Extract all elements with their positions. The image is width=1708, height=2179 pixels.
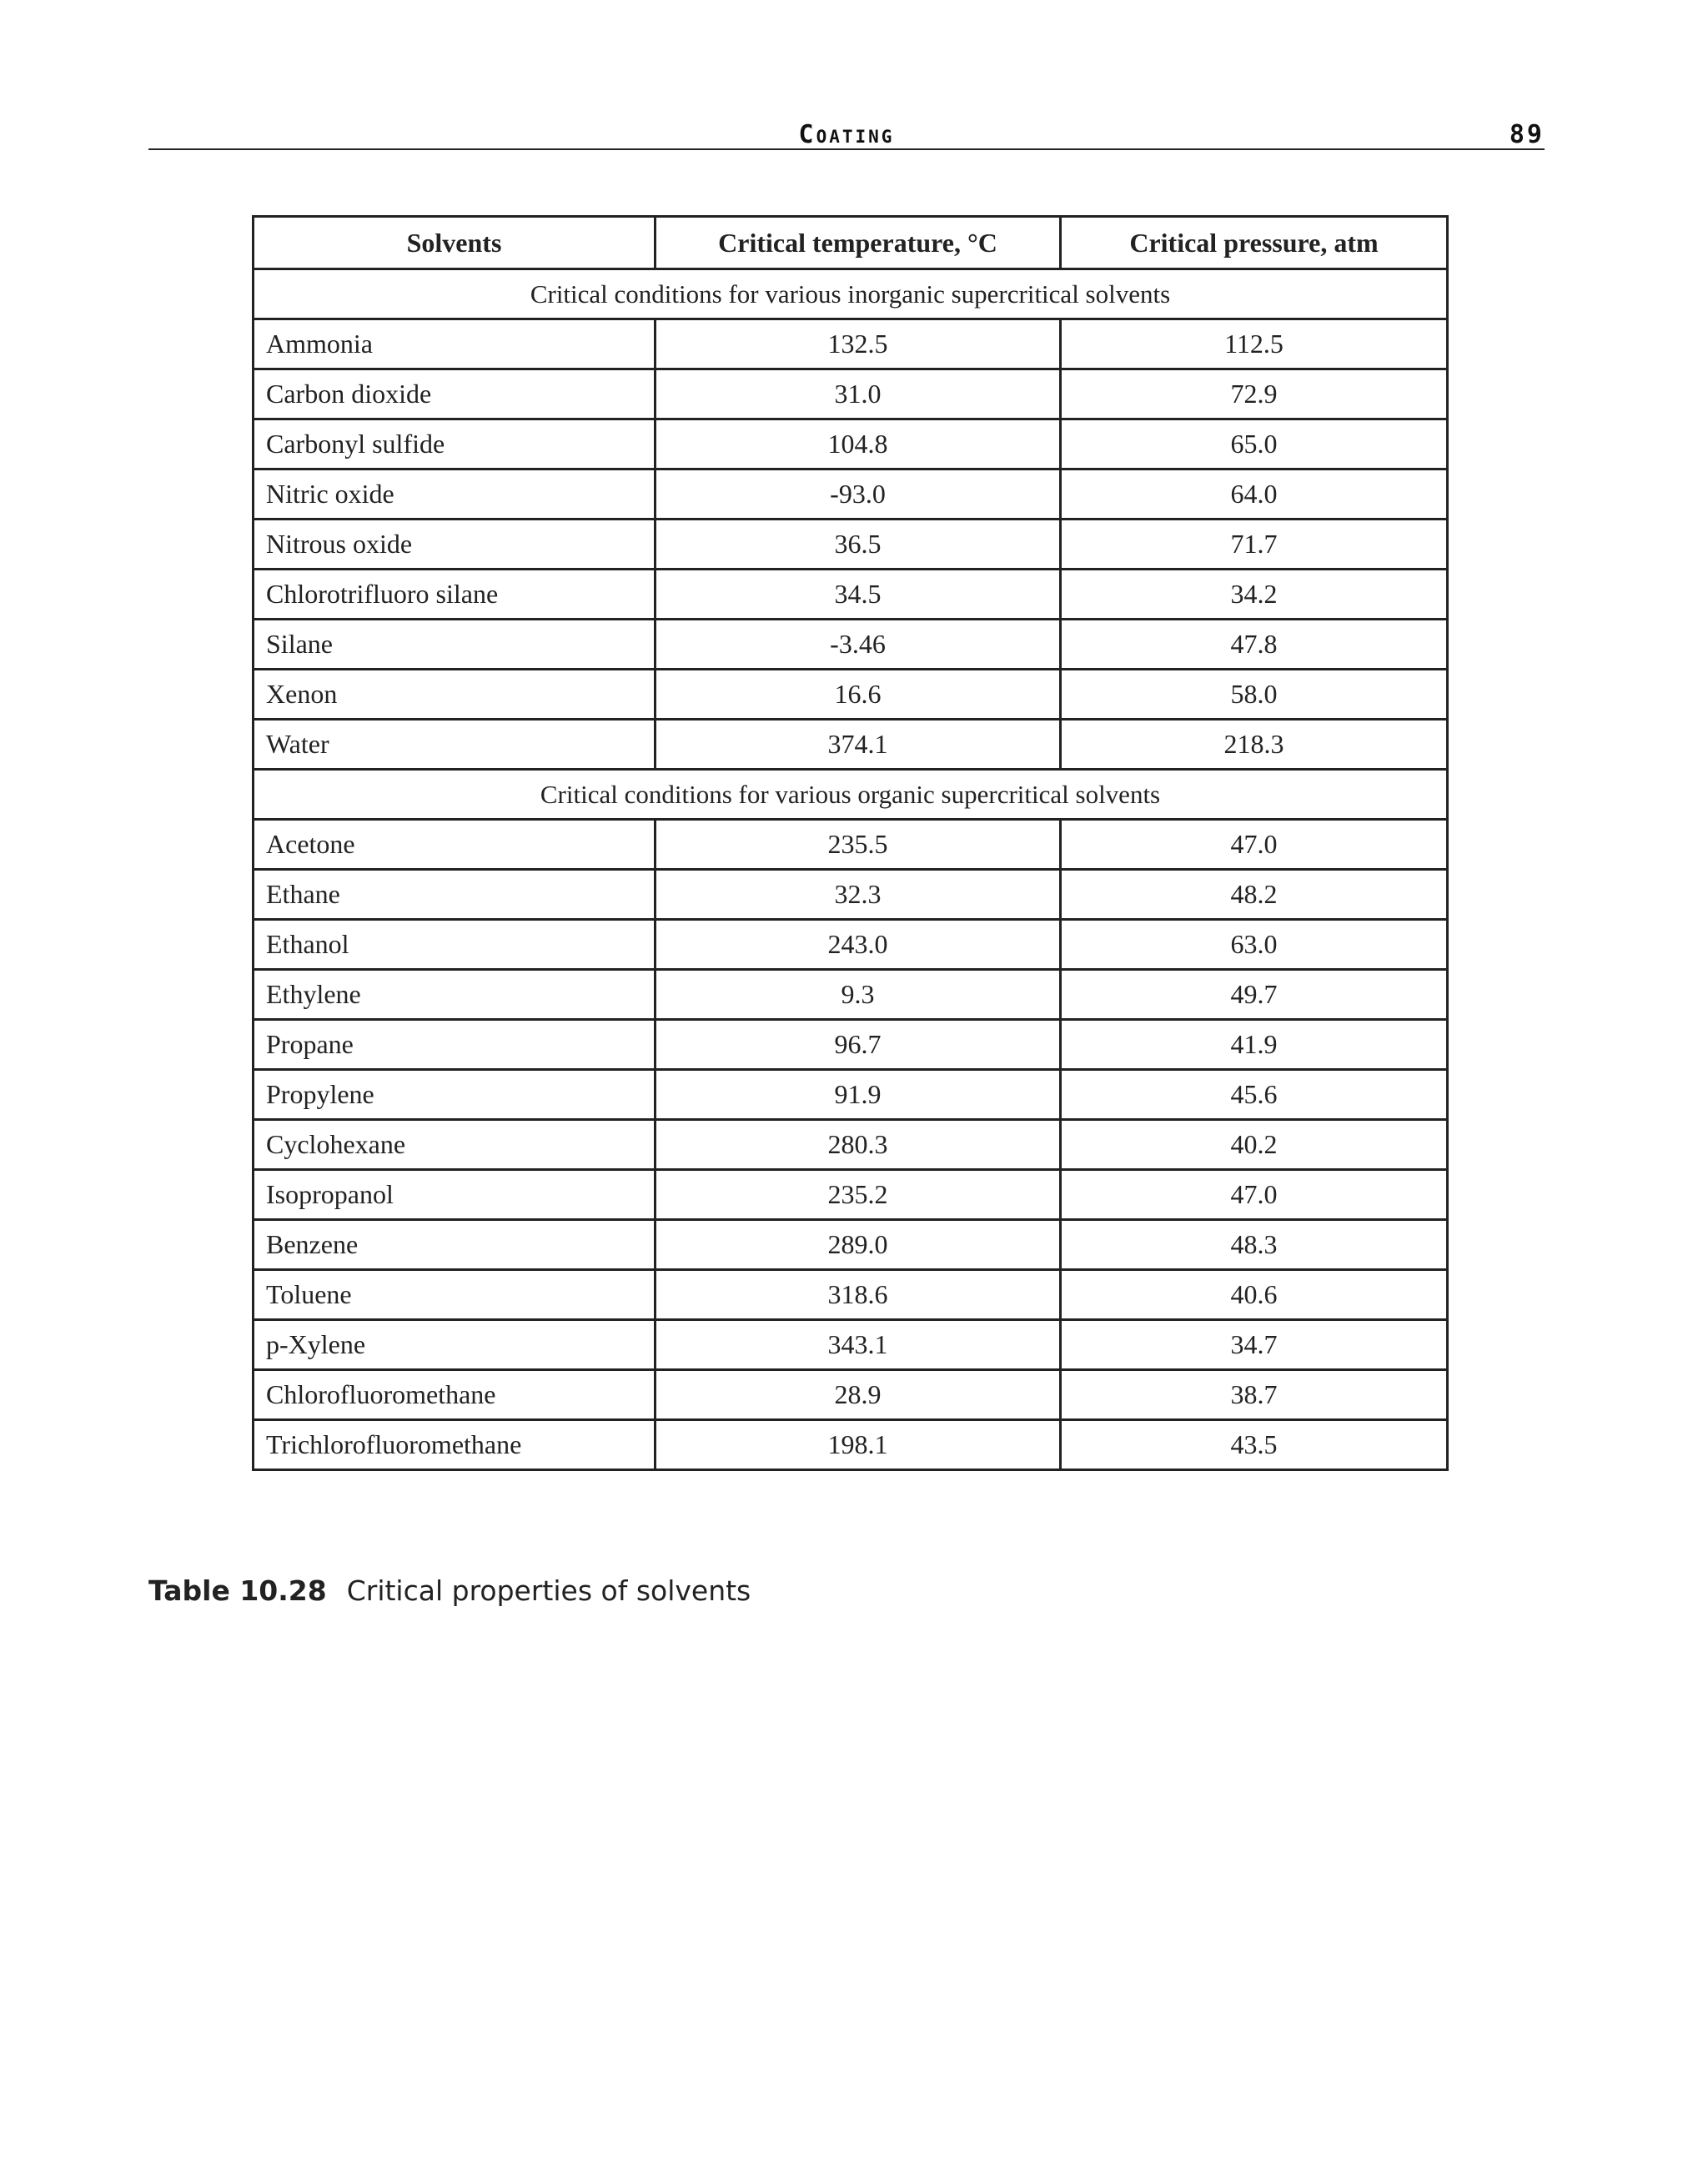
table-row <box>254 720 1448 770</box>
table-row <box>254 1120 1448 1170</box>
solvent-name: Carbonyl sulfide <box>254 419 656 469</box>
critical-temperature: 34.5 <box>656 570 1061 620</box>
critical-pressure: 47.0 <box>1061 1170 1448 1220</box>
caption-label: Table 10.28 <box>148 1574 327 1607</box>
solvent-name: Carbon dioxide <box>254 369 656 419</box>
critical-temperature: -3.46 <box>656 620 1061 670</box>
column-header-critical-pressure: Critical pressure, atm <box>1061 217 1448 269</box>
critical-temperature: 243.0 <box>656 920 1061 970</box>
critical-pressure: 48.3 <box>1061 1220 1448 1270</box>
solvent-properties-table <box>252 215 1449 1471</box>
critical-temperature: 16.6 <box>656 670 1061 720</box>
page-number: 89 <box>1509 120 1545 149</box>
solvent-name: Isopropanol <box>254 1170 656 1220</box>
table-row <box>254 920 1448 970</box>
section-title-organic: Critical conditions for various organic supercritical solvents <box>254 770 1448 820</box>
section-row-organic <box>254 770 1448 820</box>
solvent-name: Ammonia <box>254 319 656 369</box>
table-row <box>254 520 1448 570</box>
critical-temperature: 318.6 <box>656 1270 1061 1320</box>
running-header <box>148 117 1545 150</box>
critical-temperature: 28.9 <box>656 1370 1061 1420</box>
critical-temperature: 31.0 <box>656 369 1061 419</box>
critical-pressure: 34.2 <box>1061 570 1448 620</box>
critical-temperature: 343.1 <box>656 1320 1061 1370</box>
critical-pressure: 43.5 <box>1061 1420 1448 1470</box>
critical-pressure: 72.9 <box>1061 369 1448 419</box>
solvent-name: Benzene <box>254 1220 656 1270</box>
critical-pressure: 48.2 <box>1061 870 1448 920</box>
critical-temperature: 289.0 <box>656 1220 1061 1270</box>
critical-pressure: 40.2 <box>1061 1120 1448 1170</box>
table-row <box>254 670 1448 720</box>
critical-temperature: 104.8 <box>656 419 1061 469</box>
critical-pressure: 58.0 <box>1061 670 1448 720</box>
table-row <box>254 1020 1448 1070</box>
critical-pressure: 45.6 <box>1061 1070 1448 1120</box>
solvent-name: Propylene <box>254 1070 656 1120</box>
table-row <box>254 970 1448 1020</box>
solvent-name: Ethylene <box>254 970 656 1020</box>
critical-pressure: 34.7 <box>1061 1320 1448 1370</box>
table-row <box>254 369 1448 419</box>
solvent-name: Toluene <box>254 1270 656 1320</box>
critical-temperature: 235.2 <box>656 1170 1061 1220</box>
critical-temperature: 280.3 <box>656 1120 1061 1170</box>
solvent-name: Propane <box>254 1020 656 1070</box>
solvent-name: p-Xylene <box>254 1320 656 1370</box>
solvent-name: Silane <box>254 620 656 670</box>
critical-temperature: 32.3 <box>656 870 1061 920</box>
table-caption <box>148 1574 751 1607</box>
solvent-name: Chlorofluoromethane <box>254 1370 656 1420</box>
table-row <box>254 1420 1448 1470</box>
critical-pressure: 38.7 <box>1061 1370 1448 1420</box>
solvent-name: Trichlorofluoromethane <box>254 1420 656 1470</box>
critical-pressure: 41.9 <box>1061 1020 1448 1070</box>
table-row <box>254 1070 1448 1120</box>
critical-pressure: 47.8 <box>1061 620 1448 670</box>
table-row <box>254 1370 1448 1420</box>
column-header-critical-temperature: Critical temperature, °C <box>656 217 1061 269</box>
solvent-name: Chlorotrifluoro silane <box>254 570 656 620</box>
critical-temperature: 96.7 <box>656 1020 1061 1070</box>
solvent-name: Acetone <box>254 820 656 870</box>
table-row <box>254 1170 1448 1220</box>
critical-temperature: 36.5 <box>656 520 1061 570</box>
critical-temperature: 235.5 <box>656 820 1061 870</box>
critical-temperature: 132.5 <box>656 319 1061 369</box>
table-row <box>254 319 1448 369</box>
critical-temperature: 198.1 <box>656 1420 1061 1470</box>
critical-pressure: 71.7 <box>1061 520 1448 570</box>
caption-text: Critical properties of solvents <box>346 1574 751 1607</box>
solvent-name: Cyclohexane <box>254 1120 656 1170</box>
table-row <box>254 469 1448 520</box>
table-row <box>254 820 1448 870</box>
table-row <box>254 419 1448 469</box>
critical-temperature: 9.3 <box>656 970 1061 1020</box>
table-row <box>254 1220 1448 1270</box>
critical-pressure: 49.7 <box>1061 970 1448 1020</box>
table-row <box>254 1320 1448 1370</box>
table-row <box>254 1270 1448 1320</box>
table-row <box>254 570 1448 620</box>
critical-pressure: 65.0 <box>1061 419 1448 469</box>
table-row <box>254 870 1448 920</box>
table-header-row <box>254 217 1448 269</box>
critical-pressure: 218.3 <box>1061 720 1448 770</box>
critical-pressure: 64.0 <box>1061 469 1448 520</box>
section-title-inorganic: Critical conditions for various inorganic supercritical solvents <box>254 269 1448 319</box>
running-title: Coating <box>798 120 895 149</box>
critical-pressure: 47.0 <box>1061 820 1448 870</box>
section-row-inorganic <box>254 269 1448 319</box>
critical-temperature: 374.1 <box>656 720 1061 770</box>
solvent-name: Ethanol <box>254 920 656 970</box>
critical-pressure: 40.6 <box>1061 1270 1448 1320</box>
critical-pressure: 63.0 <box>1061 920 1448 970</box>
solvent-name: Nitrous oxide <box>254 520 656 570</box>
table-row <box>254 620 1448 670</box>
solvent-name: Xenon <box>254 670 656 720</box>
critical-temperature: 91.9 <box>656 1070 1061 1120</box>
critical-temperature: -93.0 <box>656 469 1061 520</box>
solvent-name: Nitric oxide <box>254 469 656 520</box>
solvent-name: Ethane <box>254 870 656 920</box>
solvent-name: Water <box>254 720 656 770</box>
column-header-solvents: Solvents <box>254 217 656 269</box>
critical-pressure: 112.5 <box>1061 319 1448 369</box>
